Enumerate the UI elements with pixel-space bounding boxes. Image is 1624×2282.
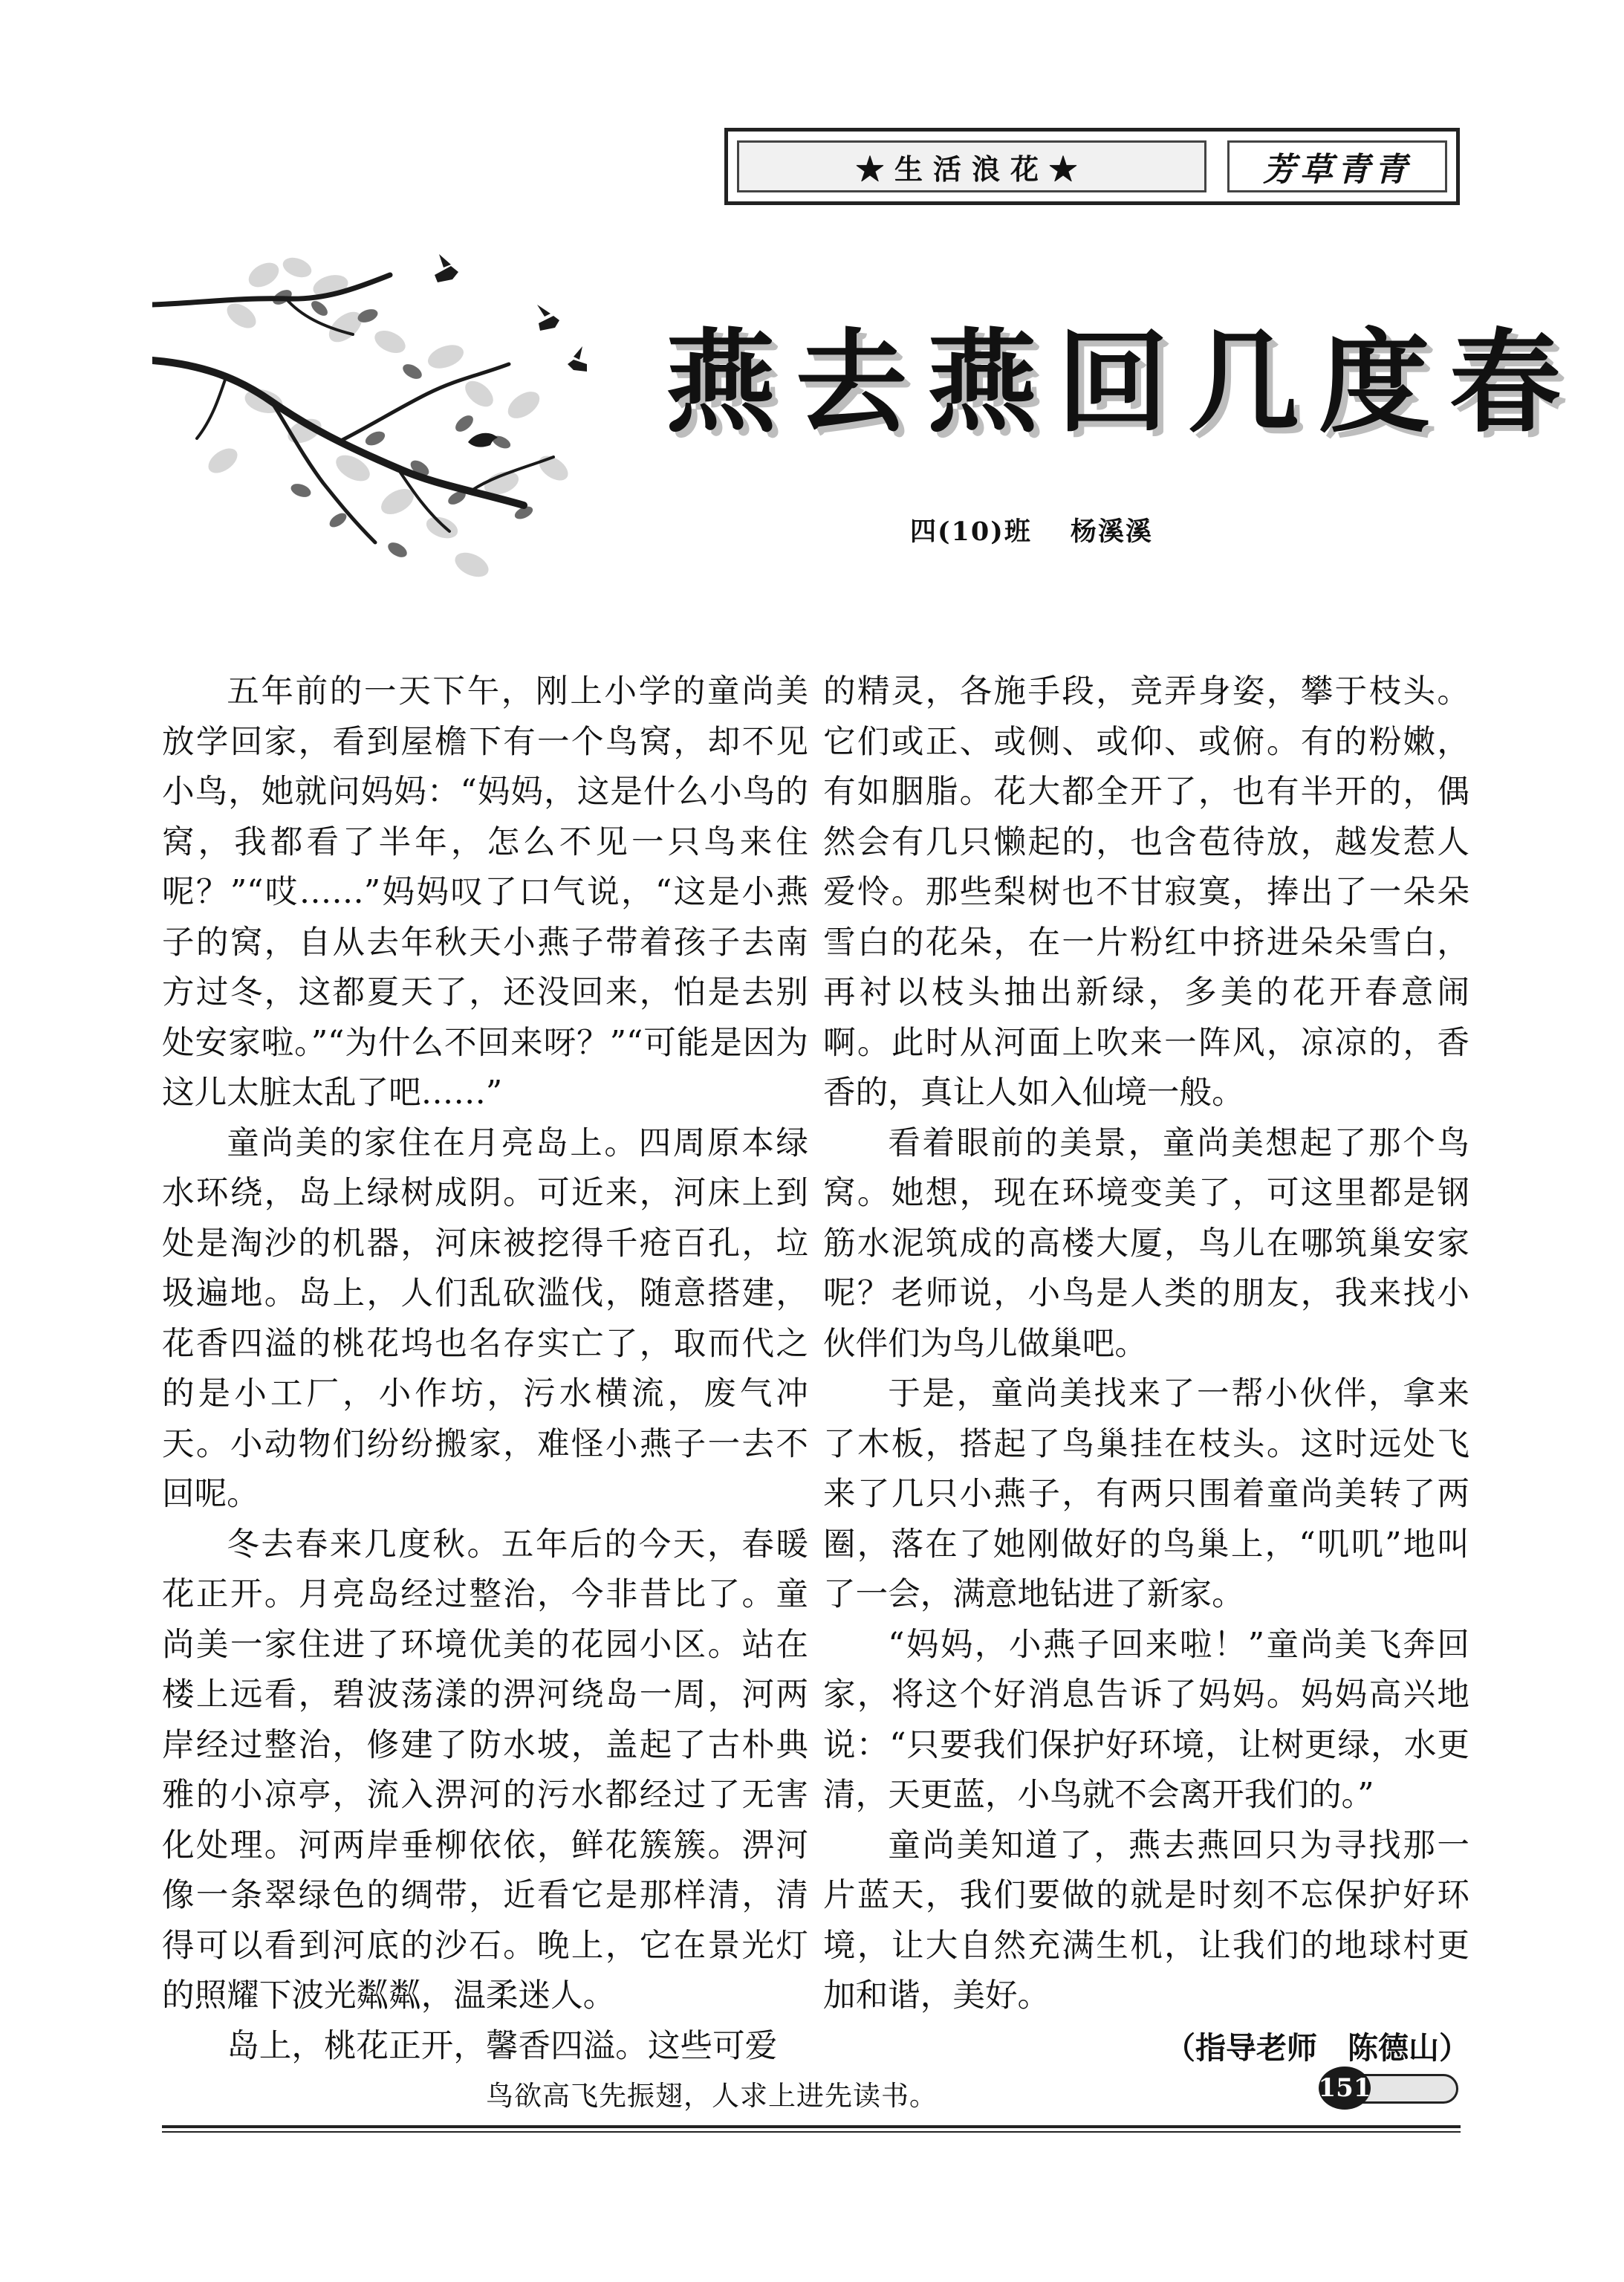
body-column-left bbox=[162, 667, 808, 2072]
paragraph: 冬去春来几度秋。五年后的今天，春暖花正开。月亮岛经过整治，今非昔比了。童尚美一家住进了环境优美的花园小区。站在楼上远看，碧波荡漾的淠河绕岛一周，河两岸经过整治，修建了防水坡，盖起了古朴典雅的小凉亭，流入淠河的污水都经过了无害化处理。河两岸垂柳依依，鲜花簇簇。淠河像一条翠绿色的绸带，近看它是那样清，清得可以看到河底的沙石。晚上，它在景光灯的照耀下波光粼粼，温柔迷人。 bbox=[162, 1526, 808, 2014]
paragraph: 五年前的一天下午，刚上小学的童尚美放学回家，看到屋檐下有一个鸟窝，却不见小鸟，她就问妈妈：“妈妈，这是什么小鸟的窝，我都看了半年，怎么不见一只鸟来住呢？”“哎……”妈妈叹了口气说，“这是小燕子的窝，自从去年秋天小燕子带着孩子去南方过冬，这都夏天了，还没回来，怕是去别处安家啦。”“为什么不回来呀？”“可能是因为这儿太脏太乱了吧……” bbox=[162, 673, 808, 1112]
body-column-right bbox=[823, 667, 1469, 2073]
footer-rule-thin bbox=[162, 2131, 1461, 2133]
author-class: 四(10)班 bbox=[910, 516, 1032, 547]
paragraph: 看着眼前的美景，童尚美想起了那个鸟窝。她想，现在环境变美了，可这里都是钢筋水泥筑成的高楼大厦，鸟儿在哪筑巢安家呢？老师说，小鸟是人类的朋友，我来找小伙伴们为鸟儿做巢吧。 bbox=[823, 1124, 1469, 1363]
paragraph: “妈妈，小燕子回来啦！”童尚美飞奔回家，将这个好消息告诉了妈妈。妈妈高兴地说：“只要我们保护好环境，让树更绿，水更清，天更蓝，小鸟就不会离开我们的。” bbox=[823, 1626, 1469, 1814]
footer-motto: 鸟欲高飞先振翅，人求上进先读书。 bbox=[486, 2080, 938, 2112]
paragraph: 童尚美知道了，燕去燕回只为寻找那一片蓝天，我们要做的就是时刻不忘保护好环境，让大自然充满生机，让我们的地球村更加和谐，美好。 bbox=[823, 1826, 1469, 2014]
article-title: 燕去燕回几度春 bbox=[665, 317, 1581, 448]
footer-rule bbox=[162, 2125, 1461, 2128]
paragraph: 于是，童尚美找来了一帮小伙伴，拿来了木板，搭起了鸟巢挂在枝头。这时远处飞来了几只小燕子，有两只围着童尚美转了两圈，落在了她刚做好的鸟巢上，“叽叽”地叫了一会，满意地钻进了新家。 bbox=[823, 1375, 1469, 1613]
section-header bbox=[724, 128, 1460, 205]
paragraph: 的精灵，各施手段，竞弄身姿，攀于枝头。它们或正、或侧、或仰、或俯。有的粉嫩，有如胭脂。花大都全开了，也有半开的，偶然会有几只懒起的，也含苞待放，越发惹人爱怜。那些梨树也不甘寂寞，捧出了一朵朵雪白的花朵，在一片粉红中挤进朵朵雪白，再衬以枝头抽出新绿，多美的花开春意闹啊。此时从河面上吹来一阵风，凉凉的，香香的，真让人如入仙境一般。 bbox=[823, 673, 1469, 1112]
page-number: 151 bbox=[1319, 2067, 1371, 2110]
advisor-signature: （指导老师 陈德山） bbox=[1165, 2029, 1469, 2066]
column-label: 芳草青青 bbox=[1227, 140, 1447, 192]
paragraph: 岛上，桃花正开，馨香四溢。这些可爱 bbox=[227, 2027, 778, 2065]
author-line bbox=[910, 511, 1153, 548]
author-name: 杨溪溪 bbox=[1070, 516, 1153, 547]
page-number-badge bbox=[1319, 2067, 1460, 2110]
paragraph: 童尚美的家住在月亮岛上。四周原本绿水环绕，岛上绿树成阴。可近来，河床上到处是淘沙的机器，河床被挖得千疮百孔，垃圾遍地。岛上，人们乱砍滥伐，随意搭建，花香四溢的桃花坞也名存实亡了，取而代之的是小工厂，小作坊，污水横流，废气冲天。小动物们纷纷搬家，难怪小燕子一去不回呢。 bbox=[162, 1124, 808, 1513]
section-label: ★生活浪花★ bbox=[737, 140, 1206, 192]
branch-birds-illustration bbox=[152, 245, 613, 594]
